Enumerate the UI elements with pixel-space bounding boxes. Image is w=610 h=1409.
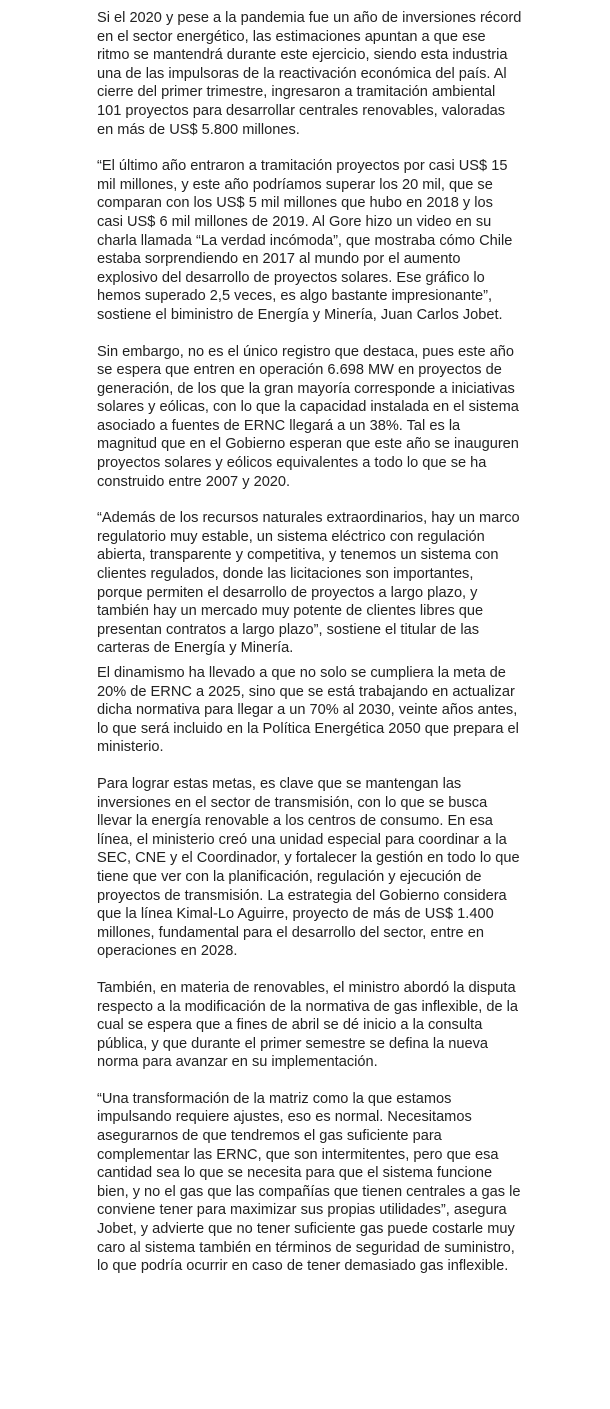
paragraph-7: También, en materia de renovables, el ministro abordó la disputa respecto a la modificación de la normativa de gas inflexible, de la cual se espera que a fines de abril se dé inicio a la consulta pública, y que durante el primer semestre se defina la nueva norma para avanzar en su implementación. <box>97 979 519 1071</box>
paragraph-8: “Una transformación de la matriz como la que estamos impulsando requiere ajustes, eso es normal. Necesitamos asegurarnos de que tendremos el gas suficiente para complementar las ERNC, que son intermitentes, pero que esa cantidad sea lo que se necesita para que el sistema funcione bien, y no el gas que las compañías que tienen centrales a gas le conviene tener para maximizar sus propias utilidades”, asegura Jobet, y advierte que no tener suficiente gas puede costarle muy caro al sistema también en términos de seguridad de suministro, lo que podría ocurrir en caso de tener demasiado gas inflexible. <box>97 1090 521 1275</box>
paragraph-1: Si el 2020 y pese a la pandemia fue un año de inversiones récord en el sector energético, las estimaciones apuntan a que ese ritmo se mantendrá durante este ejercicio, siendo esta industria una de las impulsoras de la reactivación económica del país. Al cierre del primer trimestre, ingresaron a tramitación ambiental 101 proyectos para desarrollar centrales renovables, valoradas en más de US$ 5.800 millones. <box>97 10 522 138</box>
paragraph-6: Para lograr estas metas, es clave que se mantengan las inversiones en el sector de transmisión, con lo que se busca llevar la energía renovable a los centros de consumo. En esa línea, el ministerio creó una unidad especial para coordinar a la SEC, CNE y el Coordinador, y fortalecer la gestión en todo lo que tiene que ver con la planificación, regulación y ejecución de proyectos de transmisión. La estrategia del Gobierno considera que la línea Kimal-Lo Aguirre, proyecto de más de US$ 1.400 millones, fundamental para el desarrollo del sector, entre en operaciones en 2028. <box>97 775 520 960</box>
paragraph-5: El dinamismo ha llevado a que no solo se cumpliera la meta de 20% de ERNC a 2025, sino que se está trabajando en actualizar dicha normativa para llegar a un 70% al 2030, veinte años antes, lo que será incluido en la Política Energética 2050 que prepara el ministerio. <box>97 665 519 756</box>
paragraph-3: Sin embargo, no es el único registro que destaca, pues este año se espera que entren en operación 6.698 MW en proyectos de generación, de los que la gran mayoría corresponde a iniciativas solares y eólicas, con lo que la capacidad instalada en el sistema asociado a fuentes de ERNC llegará a un 38%. Tal es la magnitud que en el Gobierno esperan que este año se inauguren proyectos solares y eólicos equivalentes a todo lo que se ha construido entre 2007 y 2020. <box>97 343 519 490</box>
paragraph-2: “El último año entraron a tramitación proyectos por casi US$ 15 mil millones, y este año podríamos superar los 20 mil, que se comparan con los US$ 5 mil millones que hubo en 2018 y los casi US$ 6 mil millones de 2019. Al Gore hizo un video en su charla llamada “La verdad incómoda”, que mostraba cómo Chile estaba sorprendiendo en 2017 al mundo por el aumento explosivo del desarrollo de proyectos solares. Ese gráfico lo hemos superado 2,5 veces, es algo bastante impresionante”, sostiene el biministro de Energía y Minería, Juan Carlos Jobet. <box>97 158 513 323</box>
paragraph-4: “Además de los recursos naturales extraordinarios, hay un marco regulatorio muy estable, un sistema eléctrico con regulación abierta, transparente y competitiva, y tenemos un sistema con clientes regulados, donde las licitaciones son importantes, porque permiten el desarrollo de proyectos a largo plazo, y también hay un mercado muy potente de clientes libres que presentan contratos a largo plazo”, sostiene el titular de las carteras de Energía y Minería. <box>97 510 520 657</box>
article-body <box>97 9 522 1294</box>
